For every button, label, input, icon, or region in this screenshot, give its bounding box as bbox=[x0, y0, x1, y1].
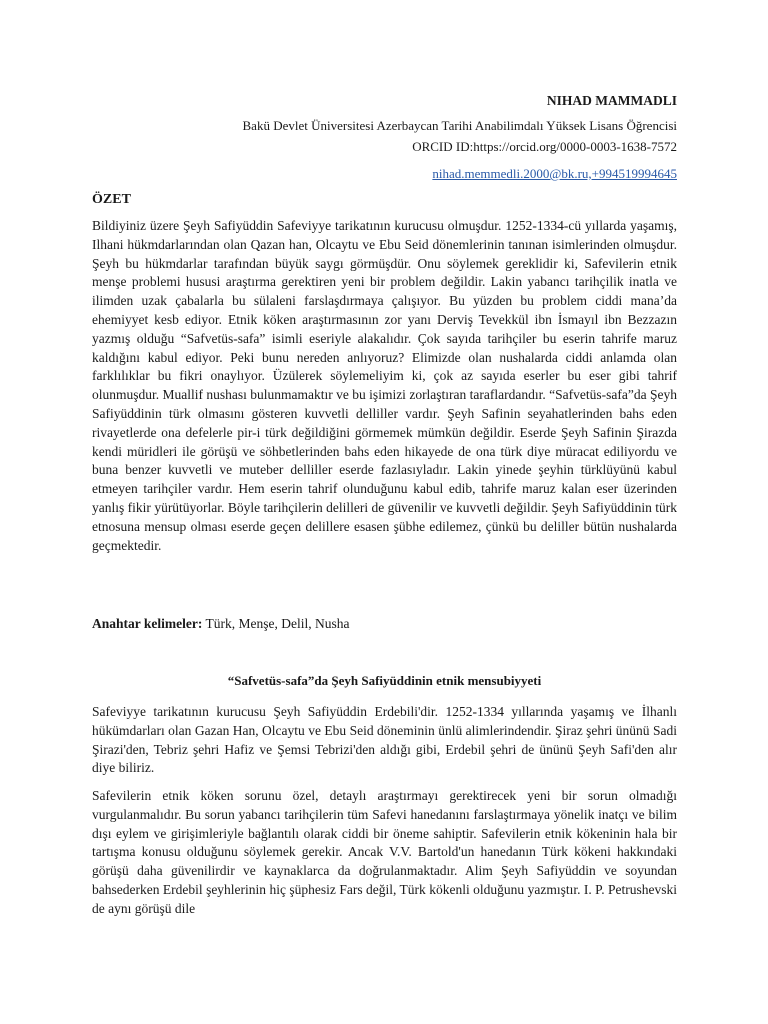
summary-text: Bildiyiniz üzere Şeyh Safiyüddin Safeviyye tarikatının kurucusu olmuşdur. 1252-1334-cü yıllarda yaşamış, Ilhani hükmdarlarından olan Qazan han, Olcaytu ve Ebu Seid dönemlerinin tanınan isimlerinden olmuşdur. Şeyh bu hükmdarlar tarafından büyük saygı görmüşdür. Onu söylemek gereklidir ki, Safevilerin etnik menşe problemi hususi araştırma gerektiren yeni bir problem değildir. Lakin yabancı tarihçilik inatla ve ilimden uzak çabalarla bu sülaleni farslaşdırmaya çalışıyor. Bu yüzden bu problem ciddi mana’da ehemiyyet kesb ediyor. Etnik köken araştırmasının zor yanı Derviş Tevekkül ibn İsmayıl ibn Bezzazın yazmış olduğu “Safvetüs-safa” isimli eseriyle alakalıdır. Çok sayıda tarihçiler bu eserin tahrife maruz kaldığını kabul ediyor. Peki bunu nereden anlıyoruz? Elimizde olan nushalarda ciddi anlamda olan farklılıklar bu fikri onaylıyor. Üzülerek söylemeliyim ki, çok az sayıda eserler bu eser gibi tahrif olunmuşdur. Muallif nushası bulunmamaktır ve bu işimizi zorlaştıran taraflardandır. “Safvetüs-safa”da Şeyh Safiyüddinin türk olmasını gösteren kuvvetli delliller vardır. Şeyh Safinin seyahatlerinden bahs eden rivayetlerde ona defelerle pir-i türk değildiğini görmemek mümkün değildir. Eserde Şeyh Safinin Şirazda kendi müridleri ile görüşü ve söhbetlerinden bahs eden hikayede de ona türk diye müracat ediliyordu ve buna benzer kuvvetli ve muteber delliller eserde fazlasıyladır. Lakin yinede şeyhin türklüyünü kabul etmeyen tarihçiler vardır. Hem eserin tahrif olunduğunu kabul edib, tahrife maruz kalan eser üzerinden yanlış fikir yürütüyorlar. Böyle tarihçilerin delilleri de güvenilir ve kuvvetli değildir. Şeyh Safiyüddinin türk etnosuna mensup olması eserde geçen delillere esasen şübhe edilemez, çünkü bu deliller bütün nushalarda geçmektedir. bbox=[92, 218, 677, 553]
keywords-label: Anahtar kelimeler: bbox=[92, 616, 203, 631]
author-orcid: ORCID ID:https://orcid.org/0000-0003-1638-7572 bbox=[412, 139, 677, 154]
author-block bbox=[92, 92, 677, 183]
section-paragraph: Safeviyye tarikatının kurucusu Şeyh Safiyüddin Erdebili'dir. 1252-1334 yıllarında yaşamış ve İlhanlı hükümdarları olan Gazan Han, Olcaytu ve Ebu Seid döneminin ünlü alimlerindendir. Şiraz şehri ününü Sadi Şirazi'den, Tebriz şehri Hafiz ve Şemsi Tebrizi'den aldığı gibi, Erdebil şehri de ününü Şeyh Safi'den alır diye biliriz. bbox=[92, 704, 677, 776]
keywords-line bbox=[92, 616, 349, 632]
section-paragraph: Safevilerin etnik köken sorunu özel, detaylı araştırmayı gerektirecek yeni bir sorun olmadığı vurgulanmalıdır. Bu sorun yabancı tarihçilerin tüm Safevi hanedanını farslaştırmaya yönelik inatçı ve bilim dışı eylem ve girişimleriyle bağlantılı olarak ciddi bir öneme sahiptir. Safevilerin etnik kökeninin hala bir tartışma konusu olduğunu söylemek gerekir. Ancak V.V. Bartold'un hanedanın Türk kökeni hakkındaki görüşü daha güvenilirdir ve kaynaklarca da doğrulanmaktadır. Alim Şeyh Safiyüddin ve soyundan bahsederken Erdebil şeyhlerinin hiç şüphesiz Fars değil, Türk kökenli olduğunu yazmıştır. I. P. Petrushevski de aynı görüşü dile bbox=[92, 788, 677, 916]
author-name: NIHAD MAMMADLI bbox=[546, 93, 677, 108]
summary-heading: ÖZET bbox=[92, 192, 131, 207]
section-title: “Safvetüs-safa”da Şeyh Safiyüddinin etnik mensubiyyeti bbox=[227, 673, 542, 688]
author-affiliation: Bakü Devlet Üniversitesi Azerbaycan Tarihi Anabilimdalı Yüksek Lisans Öğrencisi bbox=[242, 118, 677, 133]
author-contact-link[interactable]: nihad.memmedli.2000@bk.ru,+994519994645 bbox=[432, 166, 677, 181]
keywords-value: Türk, Menşe, Delil, Nusha bbox=[202, 616, 350, 631]
